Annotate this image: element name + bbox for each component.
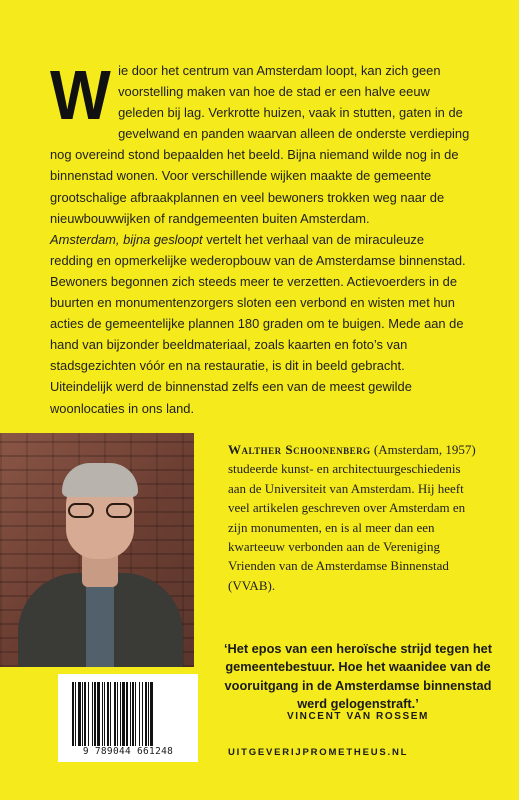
isbn: 9 789044 661248 [58, 746, 198, 757]
quote-author: VINCENT VAN ROSSEM [287, 711, 429, 722]
author-photo [0, 433, 194, 667]
review-quote: ‘Het epos van een heroïsche strijd tegen het gemeentebestuur. Hoe het waanidee van de vooruitgang in de Amsterdamse binnenstad werd gelogenstraft.’ [223, 641, 493, 712]
author-bio-text: (Amsterdam, 1957) studeerde kunst- en architectuurgeschiedenis aan de Universiteit van Amsterdam. Hij heeft veel artikelen geschreven over Amsterdam en zijn monumenten, en is al meer dan een kwarteeuw verbonden aan de Vereniging Vrienden van de Amsterdamse Binnenstad (VVAB). [228, 442, 476, 593]
author-name: Walther Schoonenberg [228, 442, 371, 457]
blurb-paragraph-2: Amsterdam, bijna gesloopt vertelt het verhaal van de miraculeuze redding en opmerkelijke wederopbouw van de Amsterdamse binnenstad. Bewoners begonnen zich steeds meer te verzetten. Actievoerders in de buurten en monumentenzorgers sloten een verbond en wisten met hun acties de gemeentelijke plannen 180 graden om te buigen. Mede aan de hand van bijzonder beeldmateriaal, zoals kaarten en foto’s van stadsgezichten vóór en na restauratie, is dit in beeld gebracht. Uiteindelijk werd de binnenstad zelfs een van de meest gewilde woonlocaties in ons land. [50, 231, 466, 416]
barcode-icon [72, 682, 184, 748]
book-title-italic: Amsterdam, bijna gesloopt [50, 231, 203, 247]
blurb [50, 56, 470, 419]
blurb-text [50, 56, 470, 419]
author-bio [228, 440, 478, 595]
drop-cap: W [50, 56, 109, 134]
blurb-paragraph-1: ie door het centrum van Amsterdam loopt, kan zich geen voorstelling maken van hoe de stad er een halve eeuw geleden bij lag. Verkrotte huizen, vaak in stutten, gaten in de gevelwand en panden waarvan alleen de onderste verdieping nog overeind stond bepaalden het beeld. Bijna niemand wilde nog in de binnenstad wonen. Voor verschillende wijken maakte de gemeente grootschalige afbraakplannen en veel bewoners trokken weg naar de nieuwbouwwijken of randgemeenten buiten Amsterdam. [50, 63, 470, 226]
publisher-url[interactable]: UITGEVERIJPROMETHEUS.NL [228, 747, 409, 758]
